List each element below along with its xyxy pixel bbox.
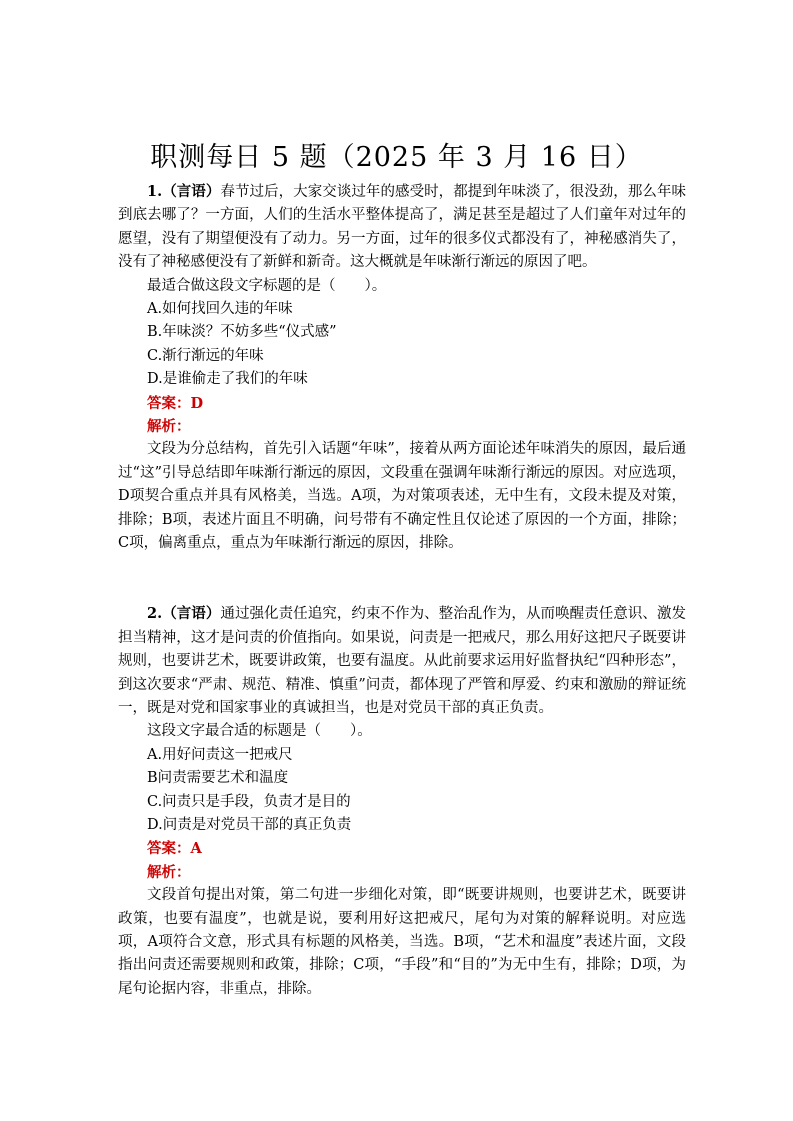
spacer <box>118 556 686 579</box>
document-body <box>118 180 686 1001</box>
answer-line: 答案：A <box>147 840 202 858</box>
question-type-tag: （言语） <box>162 183 221 200</box>
question-text: 通过强化责任追究，约束不作为、整治乱作为，从而唤醒责任意识、激发担当精神，这才是问责的价值指向。如果说，问责是一把戒尺，那么用好这把尺子既要讲规则，也要讲艺术，既要讲政策，也要有温度。从此前要求运用好监督执纪“四种形态”，到这次要求“严肃、规范、精准、慎重”问责，都体现了严管和厚爱、约束和激励的辩证统一，既是对党和国家事业的真诚担当，也是对党员干部的真正负责。 <box>118 606 687 716</box>
question-stem <box>118 602 686 720</box>
question-1 <box>118 180 686 556</box>
analysis-label: 解析： <box>147 418 191 436</box>
answer-line: 答案：D <box>147 394 204 412</box>
option-a: A.用好问责这一把戒尺 <box>147 746 293 763</box>
option-d: D.问责是对党员干部的真正负责 <box>147 816 352 833</box>
question-text: 春节过后，大家交谈过年的感受时，都提到年味淡了，很没劲，那么年味到底去哪了？一方面，人们的生活水平整体提高了，满足甚至是超过了人们童年对过年的愿望，没有了期望便没有了动力。另一方面，过年的很多仪式都没有了，神秘感消失了，没有了神秘感便没有了新鲜和新奇。这大概就是年味渐行渐远的原因了吧。 <box>118 184 687 271</box>
page-title: 职测每日 5 题（2025 年 3 月 16 日） <box>150 142 643 173</box>
question-number: 1. <box>147 183 163 200</box>
analysis-text: 文段首句提出对策，第二句进一步细化对策，即“既要讲规则，也要讲艺术，既要讲政策，也要有温度”，也就是说，要利用好这把戒尺，尾句为对策的解释说明。对应选项，A项符合文意，形式具有标题的风格美，当选。B项，“艺术和温度”表述片面，文段指出问责还需要规则和政策，排除；C项，“手段”和“目的”为无中生有，排除；D项，为尾句论据内容，非重点，排除。 <box>118 887 686 997</box>
option-a: A.如何找回久违的年味 <box>147 301 293 318</box>
option-b: B.年味淡？不妨多些“仪式感” <box>147 324 337 341</box>
option-b: B问责需要艺术和温度 <box>147 770 289 787</box>
option-c: C.渐行渐远的年味 <box>147 347 264 364</box>
question-2 <box>118 602 686 1001</box>
analysis-text: 文段为分总结构，首先引入话题“年味”，接着从两方面论述年味消失的原因，最后通过“这”引导总结即年味渐行渐远的原因，文段重在强调年味渐行渐远的原因。对应选项，D项契合重点并具有风格美，当选。A项，为对策项表述，无中生有，文段未提及对策，排除；B项，表述片面且不明确，问号带有不确定性且仅论述了原因的一个方面，排除；C项，偏离重点，重点为年味渐行渐远的原因，排除。 <box>118 441 686 552</box>
option-d: D.是谁偷走了我们的年味 <box>147 371 308 388</box>
analysis-label: 解析： <box>147 863 191 881</box>
question-number: 2. <box>147 605 163 623</box>
question-type-tag: （言语） <box>162 605 221 623</box>
question-stem <box>118 180 686 275</box>
question-prompt: 这段文字最合适的标题是（ ）。 <box>147 723 372 740</box>
question-prompt: 最适合做这段文字标题的是（ ）。 <box>147 277 387 294</box>
option-c: C.问责只是手段，负责才是目的 <box>147 793 351 810</box>
spacer <box>118 579 686 602</box>
